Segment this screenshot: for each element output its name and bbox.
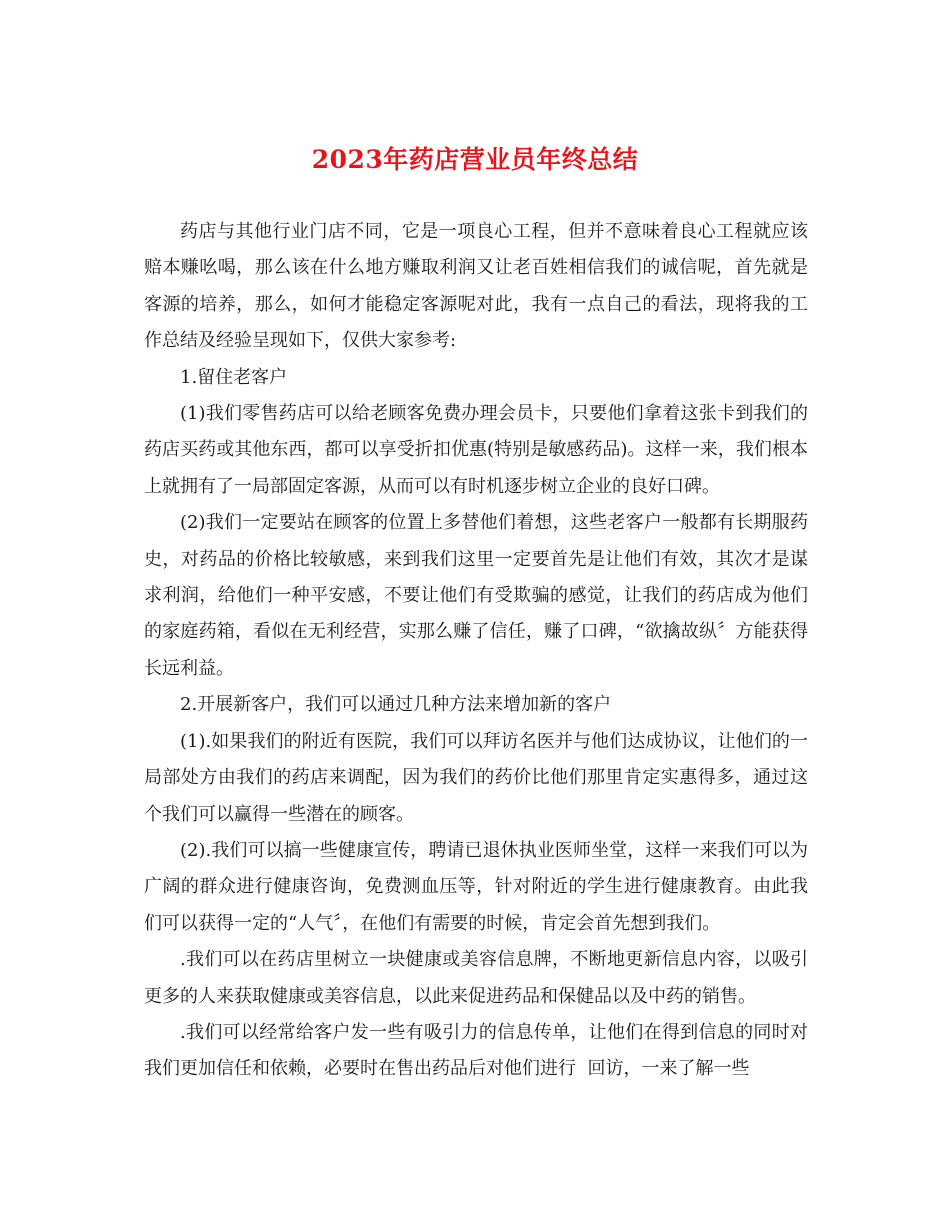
paragraph-intro: 药店与其他行业门店不同，它是一项良心工程，但并不意味着良心工程就应该赔本赚吆喝，那么该在什么地方赚取利润又让老百姓相信我们的诚信呢，首先就是客源的培养，那么，如何才能稳定客源呢对此，我有一点自己的看法，现将我的工作总结及经验呈现如下，仅供大家参考: bbox=[144, 221, 808, 352]
paragraph-customer-perspective: (2)我们一定要站在顾客的位置上多替他们着想，这些老客户一般都有长期服药史，对药品的价格比较敏感，来到我们这里一定要首先是让他们有效，其次才是谋求利润，给他们一种平安感，不要让他们有受欺骗的感觉，让我们的药店成为他们的家庭药箱，看似在无利经营，实那么赚了信任，赚了口碑，“欲擒故纵〞方能获得长远利益。 bbox=[144, 512, 808, 679]
paragraph-hospital-cooperation: (1).如果我们的附近有医院，我们可以拜访名医并与他们达成协议，让他们的一局部处方由我们的药店来调配，因为我们的药价比他们那里肯定实惠得多，通过这个我们可以赢得一些潜在的顾客。 bbox=[144, 730, 808, 825]
document-body bbox=[144, 214, 808, 1088]
paragraph-membership-card: (1)我们零售药店可以给老顾客免费办理会员卡，只要他们拿着这张卡到我们的药店买药或其他东西，都可以享受折扣优惠(特别是敏感药品)。这样一来，我们根本上就拥有了一局部固定客源，从而可以有时机逐步树立企业的良好口碑。 bbox=[144, 403, 808, 497]
paragraph-info-board: .我们可以在药店里树立一块健康或美容信息牌，不断地更新信息内容，以吸引更多的人来获取健康或美容信息，以此来促进药品和保健品以及中药的销售。 bbox=[144, 949, 808, 1007]
paragraph-flyers: .我们可以经常给客户发一些有吸引力的信息传单，让他们在得到信息的同时对我们更加信任和依赖，必要时在售出药品后对他们进行 回访，一来了解一些 bbox=[144, 1021, 808, 1080]
heading-develop-new-customers: 2.开展新客户，我们可以通过几种方法来增加新的客户 bbox=[180, 694, 612, 716]
heading-retain-old-customers: 1.留住老客户 bbox=[180, 366, 288, 388]
paragraph-health-promotion: (2).我们可以搞一些健康宣传，聘请已退休执业医师坐堂，这样一来我们可以为广阔的群众进行健康咨询，免费测血压等，针对附近的学生进行健康教育。由此我们可以获得一定的“人气〞，在他们有需要的时候，肯定会首先想到我们。 bbox=[144, 839, 808, 934]
document-title: 2023年药店营业员年终总结 bbox=[311, 145, 639, 174]
